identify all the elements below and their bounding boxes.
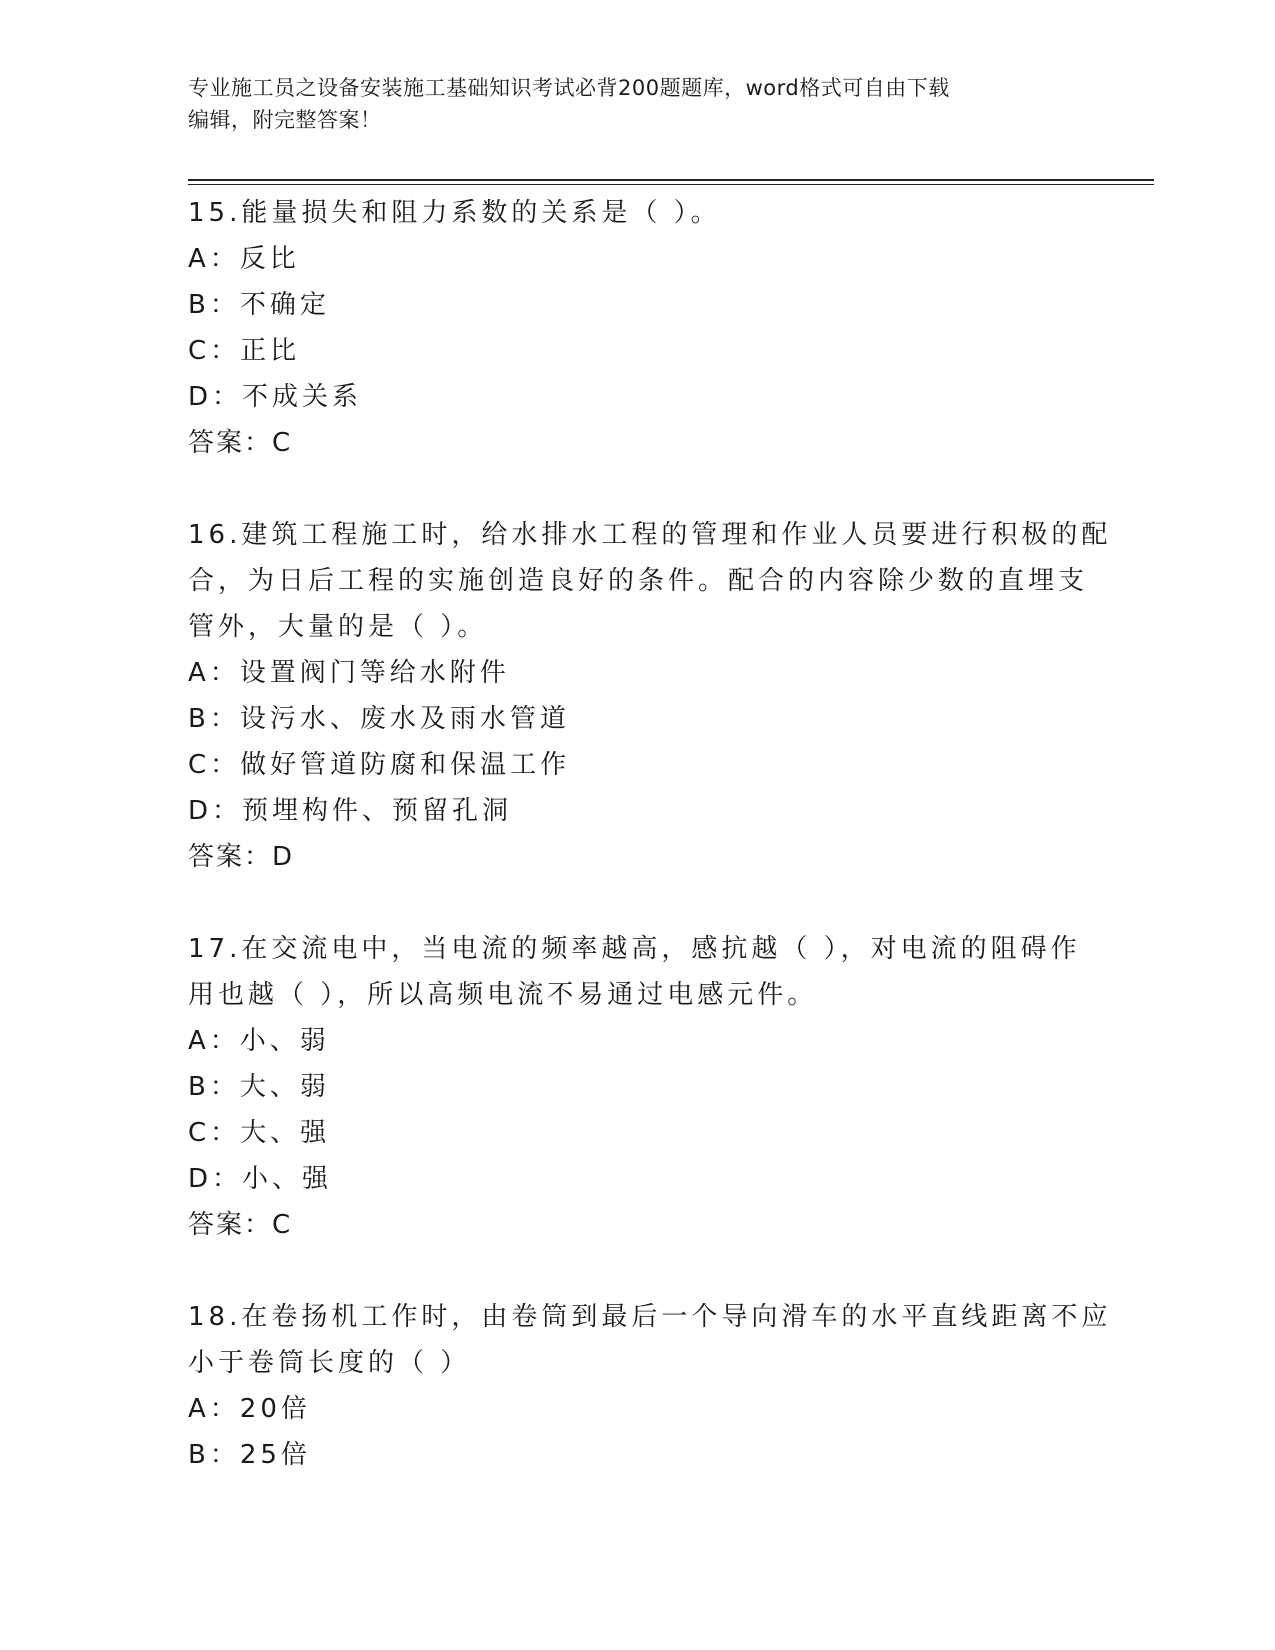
question-stem <box>188 1294 1112 1386</box>
answer-label: 答案：C <box>188 428 293 458</box>
header-line-2: 编辑，附完整答案！ <box>188 108 382 132</box>
spacer <box>188 880 1078 926</box>
answer-label: 答案：C <box>188 1210 293 1240</box>
question-18 <box>188 1294 1112 1478</box>
header-divider-thick <box>188 179 1154 181</box>
option-c: C：做好管道防腐和保温工作 <box>188 750 571 780</box>
header-line-1: 专业施工员之设备安装施工基础知识考试必背200题题库，word格式可自由下载 <box>188 76 950 100</box>
option-a: A：小、弱 <box>188 1026 330 1056</box>
stem-line: 合，为日后工程的实施创造良好的条件。配合的内容除少数的直埋支 <box>188 566 1089 596</box>
option-d: D：预埋构件、预留孔洞 <box>188 796 513 826</box>
stem-line: 16.建筑工程施工时，给水排水工程的管理和作业人员要进行积极的配 <box>188 520 1112 550</box>
stem-line: 15.能量损失和阻力系数的关系是（ ）。 <box>188 198 721 228</box>
question-16 <box>188 512 1112 880</box>
option-b: B：25倍 <box>188 1440 311 1470</box>
spacer <box>188 1248 1078 1294</box>
stem-line: 小于卷筒长度的（ ） <box>188 1348 471 1378</box>
spacer <box>188 466 1078 512</box>
stem-line: 18.在卷扬机工作时，由卷筒到最后一个导向滑车的水平直线距离不应 <box>188 1302 1112 1332</box>
option-b: B：设污水、废水及雨水管道 <box>188 704 570 734</box>
question-17 <box>188 926 1081 1248</box>
answer-label: 答案：D <box>188 842 295 872</box>
option-a: A：设置阀门等给水附件 <box>188 658 510 688</box>
option-c: C：正比 <box>188 336 301 366</box>
question-stem <box>188 190 1078 236</box>
stem-line: 17.在交流电中，当电流的频率越高，感抗越（ ），对电流的阻碍作 <box>188 934 1081 964</box>
question-list <box>188 190 1112 1478</box>
question-stem <box>188 512 1112 650</box>
option-b: B：不确定 <box>188 290 330 320</box>
option-d: D：小、强 <box>188 1164 333 1194</box>
option-d: D：不成关系 <box>188 382 363 412</box>
option-c: C：大、强 <box>188 1118 331 1148</box>
document-header <box>188 72 1078 136</box>
stem-line: 管外，大量的是（ ）。 <box>188 612 488 642</box>
stem-line: 用也越（ ），所以高频电流不易通过电感元件。 <box>188 980 818 1010</box>
question-15 <box>188 190 1078 466</box>
option-b: B：大、弱 <box>188 1072 330 1102</box>
option-a: A：20倍 <box>188 1394 311 1424</box>
option-a: A：反比 <box>188 244 300 274</box>
header-divider-thin <box>188 184 1154 185</box>
question-stem <box>188 926 1081 1018</box>
